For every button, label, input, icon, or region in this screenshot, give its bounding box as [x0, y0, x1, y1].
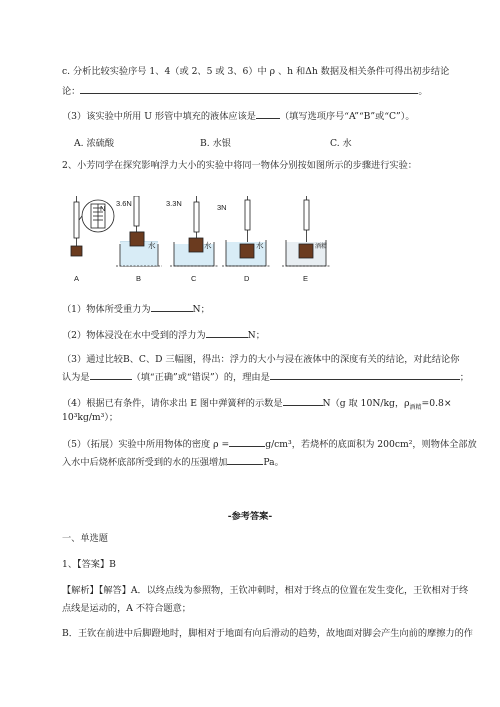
liquid-e: 酒精	[315, 244, 328, 250]
option-b: B. 水银	[200, 138, 231, 149]
experiment-figure	[60, 196, 350, 286]
sub3-b: （填“正确”或“错误”）的，理由是	[131, 372, 270, 383]
figure-a	[71, 196, 114, 256]
answers-title: -参考答案-	[227, 511, 273, 522]
answer-blank[interactable]	[283, 396, 323, 406]
reading-d: 3N	[217, 203, 227, 212]
liquid-b: 水	[148, 241, 156, 250]
analysis-line1: 【解析】【解答】A．以终点线为参照物，王钦冲刺时，相对于终点的位置在发生变化，王钦相对于终	[62, 585, 469, 596]
q-c-prefix: 论：	[62, 86, 81, 97]
sub4-a: （4）根据已有条件，请你求出 E 图中弹簧秤的示数是	[62, 398, 283, 409]
label-e: E	[303, 274, 309, 283]
answer-blank[interactable]	[229, 437, 265, 447]
answer-q1-label: 1、【答案】B	[62, 559, 116, 570]
q3-suffix: （填写选项序号“A”“B”或“C”）。	[280, 111, 415, 122]
sub5-d: Pa。	[263, 457, 284, 468]
answer-blank[interactable]	[256, 109, 280, 119]
sub2-prefix: （2）物体浸没在水中受到的浮力为	[62, 330, 206, 341]
label-d: D	[244, 274, 250, 283]
sub3-c: ；	[459, 372, 469, 383]
sub4-b: N（g 取 10N/kg，ρ	[322, 398, 410, 409]
answer-blank[interactable]	[151, 302, 193, 312]
label-c: C	[191, 274, 197, 283]
answer-blank[interactable]	[206, 328, 248, 338]
answer-blank[interactable]	[90, 370, 132, 380]
sub4-c: =0.8×	[421, 398, 452, 409]
sub-3-line2	[62, 370, 469, 384]
sub-3-line1: （3）通过比较B、C、D 三幅图，得出：浮力的大小与浸在液体中的深度有关的结论，对此结论你	[62, 354, 460, 365]
sub5-c: 入水中后烧杯底部所受到的水的压强增加	[62, 457, 228, 468]
answer-blank[interactable]	[227, 455, 263, 465]
label-b: B	[136, 274, 142, 283]
sub-4-line2: 10³kg/m³）；	[62, 412, 119, 423]
label-a: A	[74, 274, 80, 283]
sub1-prefix: （1）物体所受重力为	[62, 304, 151, 315]
sub-1	[62, 302, 210, 316]
answers-section: 一、单选题	[62, 533, 108, 544]
q3-prefix: （3）该实验中所用 U 形管中填充的液体应该是	[62, 111, 256, 122]
q3-text	[62, 109, 415, 123]
sub3-a: 认为是	[62, 372, 90, 383]
liquid-c: 水	[204, 241, 212, 250]
sub5-a: （5）（拓展）实验中所用物体的密度 ρ =	[62, 439, 230, 450]
sub-4-line1	[62, 396, 452, 414]
figure-d	[222, 196, 270, 266]
sub2-suffix: N；	[247, 330, 265, 341]
sub4-subscript: 酒精	[409, 403, 422, 411]
q-c-line1: c. 分析比较实验序号 1、4（或 2、5 或 3、6）中 ρ 、h 和Δh 数据及相关条件可得出初步结论	[62, 66, 450, 77]
sub-5-line1	[62, 437, 477, 451]
analysis-line3: B．王钦在前进中后脚蹬地时，脚相对于地面有向后滑动的趋势，故地面对脚会产生向前的摩擦力的作	[62, 628, 473, 639]
liquid-d: 水	[256, 241, 264, 250]
option-c: C. 水	[330, 138, 352, 149]
scale-letter: N	[100, 204, 106, 213]
option-a: A. 浓硫酸	[74, 138, 115, 149]
sub-2	[62, 328, 265, 342]
q2-intro: 2、小芳同学在探究影响浮力大小的实验中将同一物体分别按如图所示的步骤进行实验：	[62, 160, 417, 171]
answer-blank[interactable]	[270, 370, 460, 380]
sub1-suffix: N；	[192, 304, 210, 315]
analysis-line2: 点线是运动的，A 不符合题意；	[62, 603, 191, 614]
figure-e	[282, 196, 330, 266]
q-c-line2	[62, 84, 428, 98]
sub-5-line2	[62, 455, 284, 469]
answer-blank[interactable]	[80, 84, 418, 94]
reading-c: 3.3N	[166, 199, 182, 208]
sub5-b: g/cm³，若烧杯的底面积为 200cm²，则物体全部放	[265, 439, 477, 450]
reading-b: 3.6N	[116, 199, 132, 208]
q-c-suffix: 。	[418, 86, 428, 97]
